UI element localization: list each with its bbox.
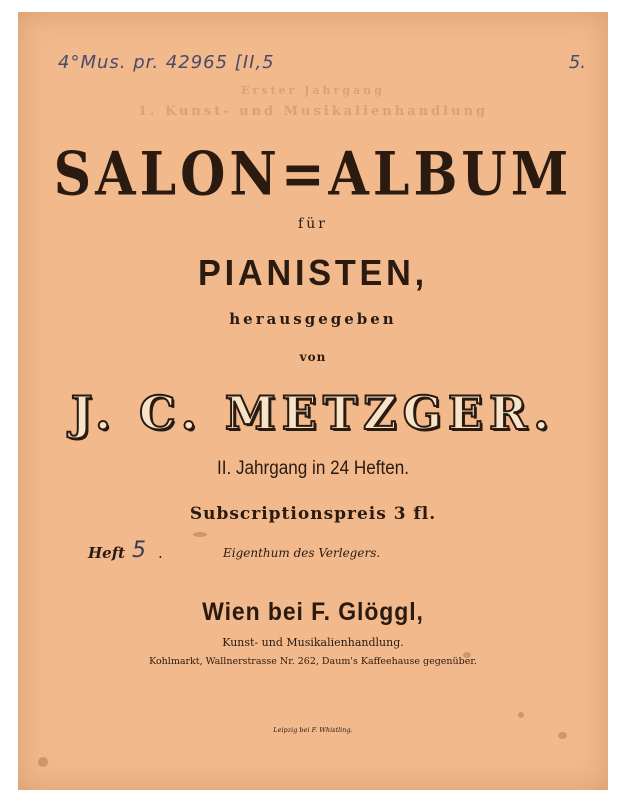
stain: [38, 757, 48, 767]
page-number: 5.: [568, 52, 586, 73]
bleed-through-line: Erster Jahrgang: [241, 84, 385, 97]
album-subtitle: PIANISTEN,: [198, 252, 428, 293]
eigenthum-text: Eigenthum des Verlegers.: [223, 546, 381, 560]
herausgegeben-text: herausgegeben: [229, 310, 397, 328]
stain: [518, 712, 524, 718]
publisher-line: Wien bei F. Glöggl,: [202, 598, 424, 626]
album-title: SALON=ALBUM: [53, 139, 573, 210]
publisher-address: Kohlmarkt, Wallnerstrasse Nr. 262, Daum's Kaffeehause gegenüber.: [149, 656, 477, 667]
title-page: [18, 12, 608, 790]
composer-name: J. C. METZGER.: [70, 386, 556, 440]
imprint: Leipzig bei F. Whistling.: [273, 726, 353, 734]
subscription-price: Subscriptionspreis 3 fl.: [189, 504, 437, 524]
jahrgang-text: II. Jahrgang in 24 Heften.: [216, 458, 410, 479]
heft-dot: .: [158, 544, 163, 562]
fuer-text: für: [298, 216, 328, 232]
shelfmark: 4°Mus. pr. 42965 [II,5: [58, 52, 275, 73]
heft-label: Heft: [88, 544, 126, 562]
publisher-subline: Kunst- und Musikalienhandlung.: [222, 636, 404, 649]
bleed-through-line: 1. Kunst- und Musikalienhandlung: [137, 104, 489, 119]
stain: [193, 532, 207, 537]
von-text: von: [299, 350, 327, 364]
heft-number: 5: [132, 538, 146, 563]
